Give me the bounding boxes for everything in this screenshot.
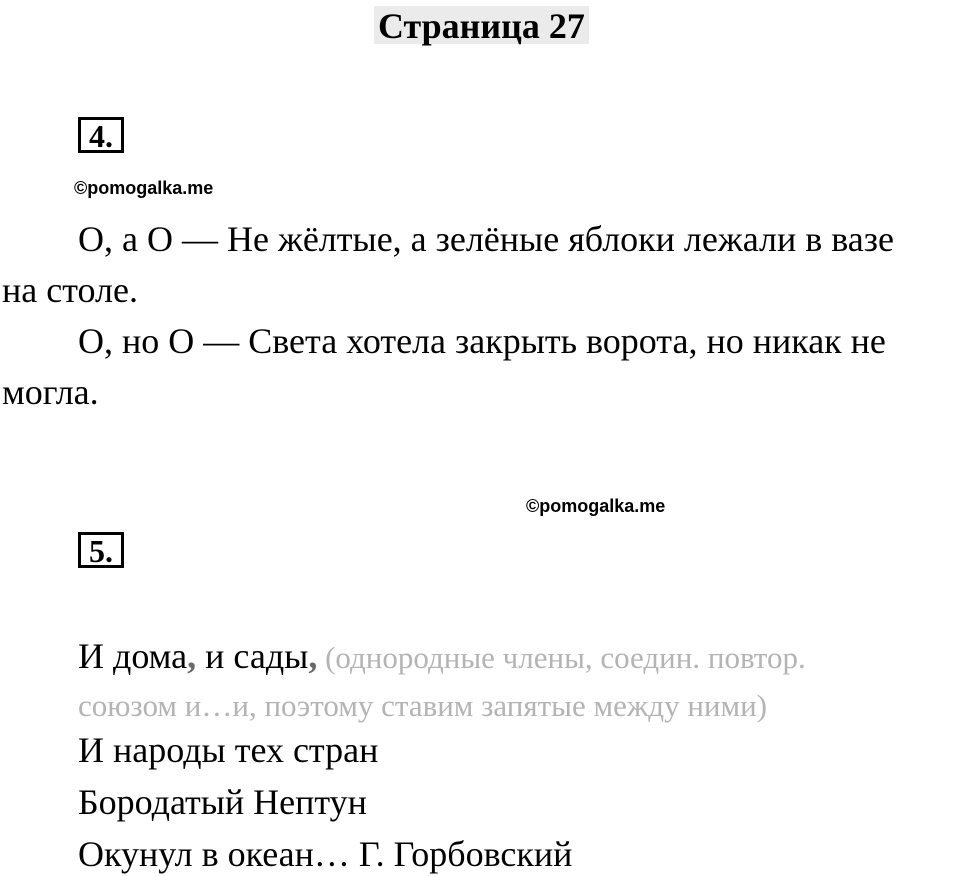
poem-line: Бородатый Нептун bbox=[78, 782, 367, 822]
answer-line bbox=[78, 634, 806, 680]
poem-line: И народы тех стран bbox=[78, 730, 379, 770]
text-fragment: И дома bbox=[78, 636, 188, 676]
text-line: О, но О — Света хотела закрыть ворота, но никак не bbox=[78, 321, 886, 361]
text-line: могла. bbox=[2, 372, 99, 412]
task-number-4: 4. bbox=[78, 117, 124, 153]
task-number-5: 5. bbox=[78, 532, 124, 568]
inserted-comma: , bbox=[187, 636, 197, 676]
watermark: ©pomogalka.me bbox=[74, 178, 214, 198]
page-title: Страница 27 bbox=[374, 6, 589, 44]
poem-line: Окунул в океан… Г. Горбовский bbox=[78, 834, 573, 874]
inserted-comma: , bbox=[308, 636, 318, 676]
watermark: ©pomogalka.me bbox=[526, 496, 666, 516]
explanation-note: союзом и…и, поэтому ставим запятые между ними) bbox=[78, 688, 768, 723]
text-line: на столе. bbox=[2, 270, 138, 310]
text-fragment: и сады bbox=[196, 636, 309, 676]
explanation-note: (однородные члены, соедин. повтор. bbox=[317, 640, 806, 675]
text-line: О, а О — Не жёлтые, а зелёные яблоки лежали в вазе bbox=[78, 219, 894, 259]
